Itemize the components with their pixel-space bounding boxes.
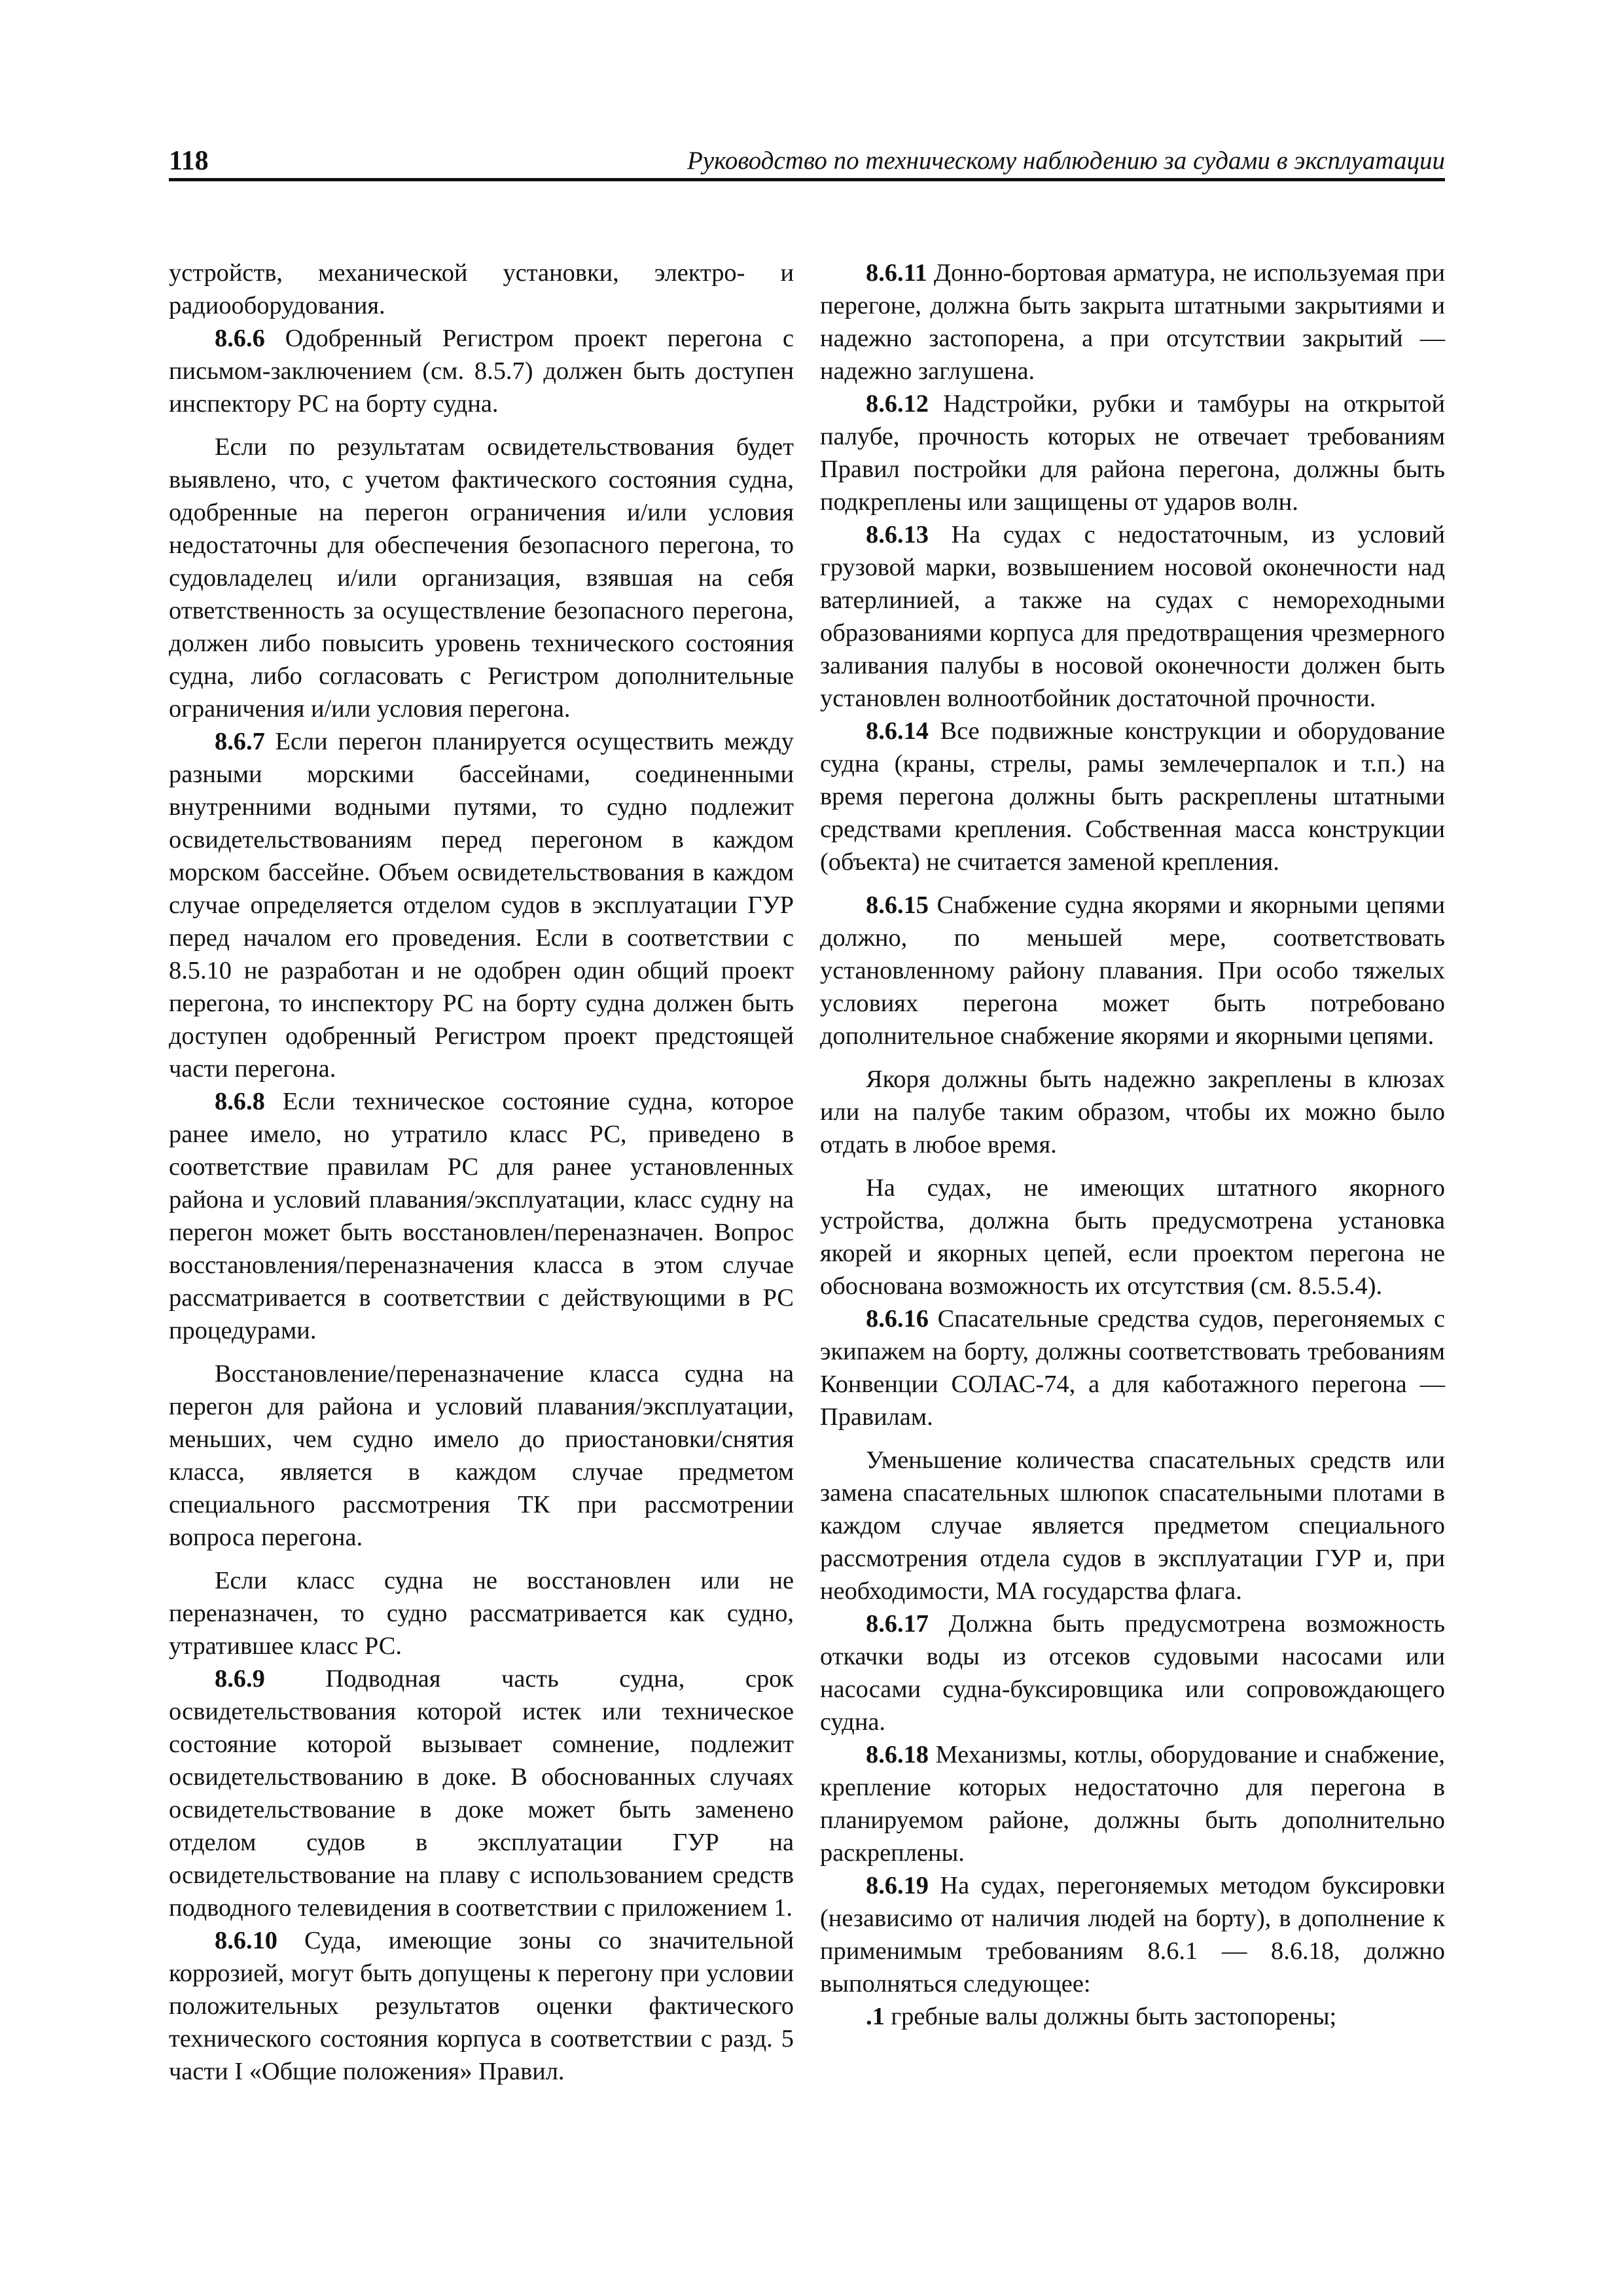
- paragraph: 8.6.15 Снабжение судна якорями и якорными цепями должно, по меньшей мере, соответствовать установленному району плавания. При особо тяжелых условиях перегона может быть потребовано дополнительное снабжение якорями и якорными цепями.: [820, 891, 1445, 1050]
- left-column: [169, 257, 794, 2088]
- paragraph: 8.6.10 Суда, имеющие зоны со значительной коррозией, могут быть допущены к перегону при условии положительных результатов оценки фактического технического состояния корпуса в соответствии с разд. 5 части I «Общие положения» Правил.: [169, 1927, 794, 2085]
- paragraph: Если по результатам освидетельствования будет выявлено, что, с учетом фактического состояния судна, одобренные на перегон ограничения и/или условия недостаточны для обеспечения безопасного перегона, то судовладелец и/или организация, взявшая на себя ответственность за осуществление безопасного перегона, должен либо повысить уровень технического состояния судна, либо согласовать с Регистром дополнительные ограничения и/или условия перегона.: [169, 433, 794, 723]
- paragraph: 8.6.19 На судах, перегоняемых методом буксировки (независимо от наличия людей на борту), в дополнение к применимым требованиям 8.6.1 — 8.6.18, должно выполняться следующее:: [820, 1872, 1445, 1998]
- paragraph: Якоря должны быть надежно закреплены в клюзах или на палубе таким образом, чтобы их можно было отдать в любое время.: [820, 1066, 1445, 1158]
- paragraph: 8.6.11 Донно-бортовая арматура, не используемая при перегоне, должна быть закрыта штатными закрытиями и надежно застопорена, а при отсутствии закрытий — надежно заглушена.: [820, 259, 1445, 385]
- page-number: 118: [169, 146, 209, 176]
- paragraph: Восстановление/переназначение класса судна на перегон для района и условий плавания/эксплуатации, меньших, чем судно имело до приостановки/снятия класса, является в каждом случае предметом специального рассмотрения ТК при рассмотрении вопроса перегона.: [169, 1360, 794, 1551]
- right-column: [820, 257, 1445, 2033]
- paragraph: Уменьшение количества спасательных средств или замена спасательных шлюпок спасательными плотами в каждом случае является предметом специального рассмотрения отдела судов в эксплуатации ГУР и, при необходимости, МА государства флага.: [820, 1446, 1445, 1605]
- paragraph: 8.6.6 Одобренный Регистром проект перегона с письмом-заключением (см. 8.5.7) должен быть доступен инспектору РС на борту судна.: [169, 325, 794, 418]
- paragraph: На судах, не имеющих штатного якорного устройства, должна быть предусмотрена установка якорей и якорных цепей, если проектом перегона не обоснована возможность их отсутствия (см. 8.5.5.4).: [820, 1174, 1445, 1300]
- paragraph: .1 гребные валы должны быть застопорены;: [866, 2003, 1337, 2030]
- paragraph: 8.6.13 На судах с недостаточным, из условий грузовой марки, возвышением носовой оконечности над ватерлинией, а также на судах с немореходными образованиями корпуса для предотвращения чрезмерного заливания палубы в носовой оконечности должен быть установлен волноотбойник достаточной прочности.: [820, 521, 1445, 712]
- header-rule: [169, 178, 1445, 181]
- page-header: [169, 143, 1445, 179]
- paragraph: Если класс судна не восстановлен или не переназначен, то судно рассматривается как судно, утратившее класс РС.: [169, 1567, 794, 1660]
- paragraph: устройств, механической установки, электро- и радиооборудования.: [169, 259, 794, 319]
- paragraph: 8.6.12 Надстройки, рубки и тамбуры на открытой палубе, прочность которых не отвечает требованиям Правил постройки для района перегона, должны быть подкреплены или защищены от ударов волн.: [820, 390, 1445, 516]
- paragraph: 8.6.9 Подводная часть судна, срок освидетельствования которой истек или техническое состояние которой вызывает сомнение, подлежит освидетельствованию в доке. В обоснованных случаях освидетельствование в доке может быть заменено отделом судов в эксплуатации ГУР на освидетельствование на плаву с использованием средств подводного телевидения в соответствии с приложением 1.: [169, 1665, 794, 1922]
- paragraph: 8.6.17 Должна быть предусмотрена возможность откачки воды из отсеков судовыми насосами или насосами судна-буксировщика или сопровождающего судна.: [820, 1610, 1445, 1736]
- paragraph: 8.6.16 Спасательные средства судов, перегоняемых с экипажем на борту, должны соответствовать требованиям Конвенции СОЛАС-74, а для каботажного перегона — Правилам.: [820, 1305, 1445, 1431]
- paragraph: 8.6.18 Механизмы, котлы, оборудование и снабжение, крепление которых недостаточно для перегона в планируемом районе, должны быть дополнительно раскреплены.: [820, 1741, 1445, 1867]
- running-title: Руководство по техническому наблюдению за судами в эксплуатации: [687, 147, 1445, 175]
- paragraph: 8.6.14 Все подвижные конструкции и оборудование судна (краны, стрелы, рамы землечерпалок и т.п.) на время перегона должны быть раскреплены штатными средствами крепления. Собственная масса конструкции (объекта) не считается заменой крепления.: [820, 717, 1445, 876]
- paragraph: 8.6.7 Если перегон планируется осуществить между разными морскими бассейнами, соединенными внутренними водными путями, то судно подлежит освидетельствованиям перед перегоном в каждом морском бассейне. Объем освидетельствования в каждом случае определяется отделом судов в эксплуатации ГУР перед началом его проведения. Если в соответствии с 8.5.10 не разработан и не одобрен один общий проект перегона, то инспектору РС на борту судна должен быть доступен одобренный Регистром проект предстоящей части перегона.: [169, 728, 794, 1083]
- paragraph: 8.6.8 Если техническое состояние судна, которое ранее имело, но утратило класс РС, приведено в соответствие правилам РС для ранее установленных района и условий плавания/эксплуатации, класс судну на перегон может быть восстановлен/переназначен. Вопрос восстановления/переназначения класса в этом случае рассматривается в соответствии с действующими в РС процедурами.: [169, 1088, 794, 1344]
